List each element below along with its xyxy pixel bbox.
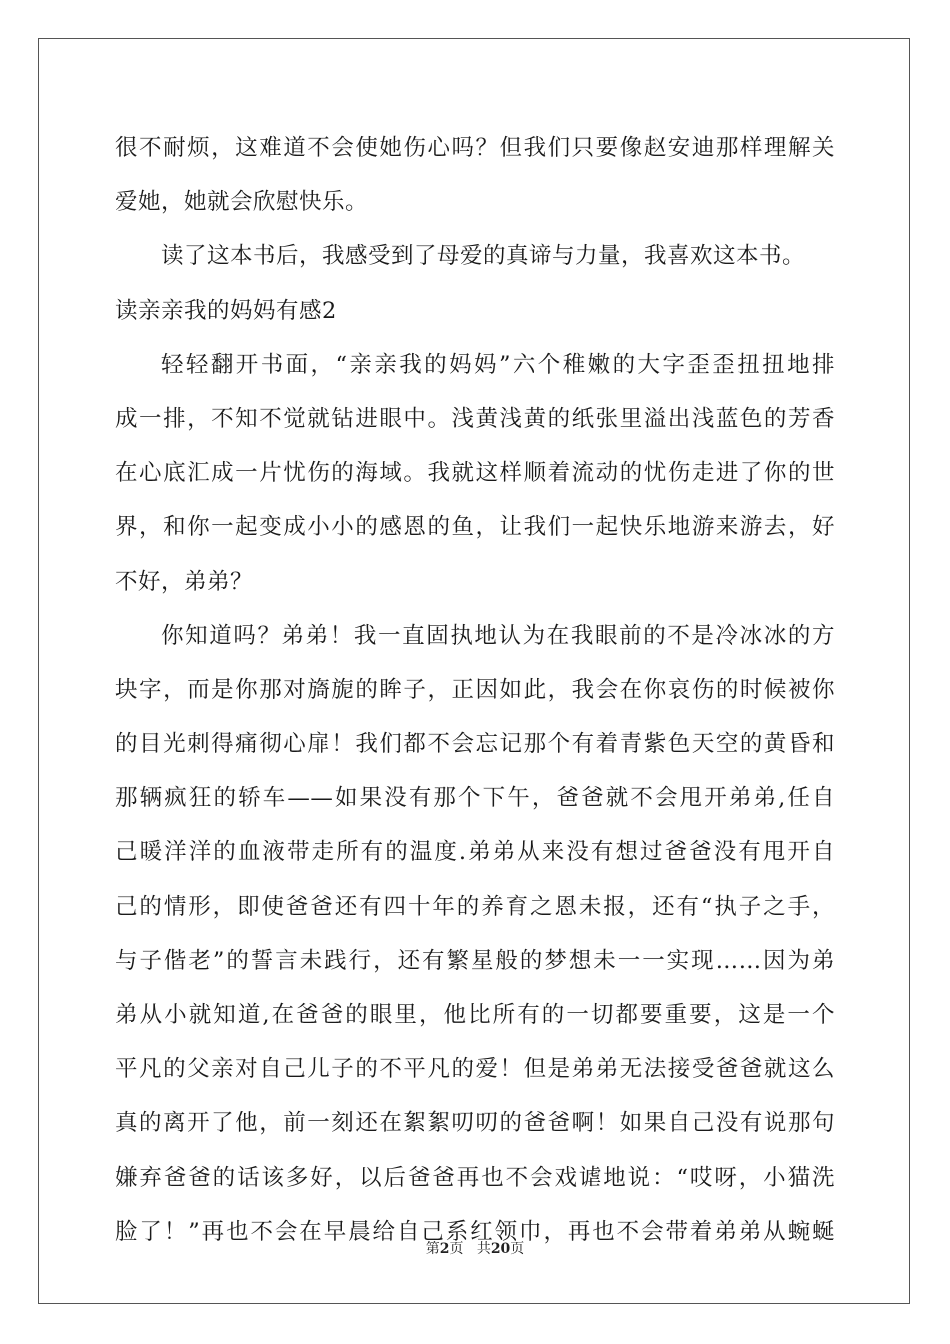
text-line: 界，和你一起变成小小的感恩的鱼，让我们一起快乐地游来游去，好 (115, 514, 835, 541)
section-heading: 读亲亲我的妈妈有感2 (115, 297, 337, 324)
document-body (115, 128, 835, 1266)
page-unit: 页 (449, 1241, 464, 1257)
text-line: 不好，弟弟？ (115, 568, 254, 595)
text-line: 轻轻翻开书面，“亲亲我的妈妈”六个稚嫩的大字歪歪扭扭地排 (161, 351, 835, 378)
page-prefix: 第 (425, 1241, 440, 1257)
text-line: 读了这本书后，我感受到了母爱的真谛与力量，我喜欢这本书。 (161, 243, 806, 270)
text-line: 成一排，不知不觉就钻进眼中。浅黄浅黄的纸张里溢出浅蓝色的芳香 (115, 405, 835, 432)
text-line: 真的离开了他，前一刻还在絮絮叨叨的爸爸啊！如果自己没有说那句 (115, 1110, 835, 1137)
text-line: 很不耐烦，这难道不会使她伤心吗？但我们只要像赵安迪那样理解关 (115, 135, 835, 161)
text-line: 你知道吗？弟弟！我一直固执地认为在我眼前的不是冷冰冰的方 (161, 622, 835, 649)
total-prefix: 共 (476, 1241, 491, 1257)
text-line: 那辆疯狂的轿车——如果没有那个下午，爸爸就不会甩开弟弟,任自 (115, 785, 835, 812)
text-line: 己暖洋洋的血液带走所有的温度.弟弟从来没有想过爸爸没有甩开自 (115, 839, 835, 866)
text-line: 己的情形，即使爸爸还有四十年的养育之恩未报，还有“执子之手， (115, 893, 835, 920)
text-line: 在心底汇成一片忧伤的海域。我就这样顺着流动的忧伤走进了你的世 (115, 460, 835, 487)
total-pages-number: 20 (490, 1241, 511, 1257)
page-footer (0, 1238, 950, 1258)
current-page-number: 2 (439, 1241, 450, 1257)
text-line: 脸了！”再也不会在早晨给自己系红领巾，再也不会带着弟弟从蜿蜒 (115, 1218, 835, 1245)
text-line: 弟从小就知道,在爸爸的眼里，他比所有的一切都要重要，这是一个 (115, 1002, 835, 1028)
text-line: 爱她，她就会欣慰快乐。 (115, 189, 369, 216)
text-line: 与子偕老”的誓言未践行，还有繁星般的梦想未一一实现……因为弟 (115, 947, 835, 974)
text-line: 平凡的父亲对自己儿子的不平凡的爱！但是弟弟无法接受爸爸就这么 (115, 1056, 835, 1083)
total-unit: 页 (510, 1241, 525, 1257)
text-line: 块字，而是你那对旖旎的眸子，正因如此，我会在你哀伤的时候被你 (115, 676, 835, 703)
text-line: 的目光刺得痛彻心扉！我们都不会忘记那个有着青紫色天空的黄昏和 (115, 731, 835, 758)
text-line: 嫌弃爸爸的话该多好，以后爸爸再也不会戏谑地说：“哎呀，小猫洗 (115, 1164, 835, 1191)
